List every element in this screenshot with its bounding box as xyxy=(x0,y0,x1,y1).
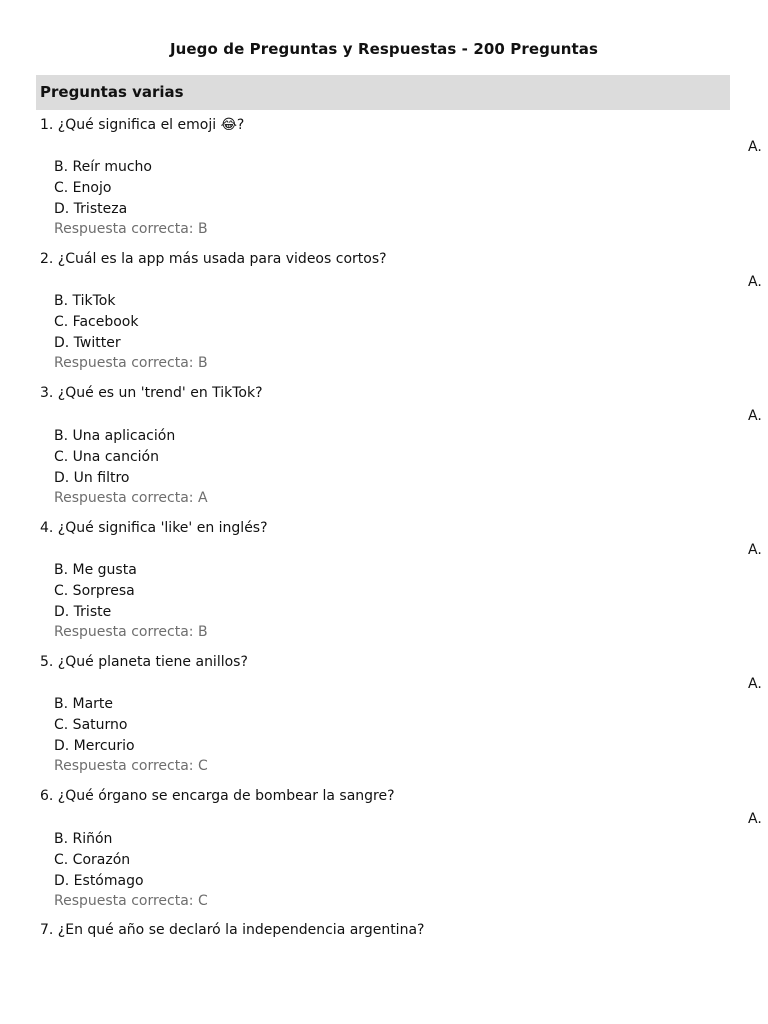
page-title: Juego de Preguntas y Respuestas - 200 Preguntas xyxy=(169,40,599,58)
option-list xyxy=(54,694,208,777)
option-d: D. Mercurio xyxy=(54,737,135,754)
option-d: D. Tristeza xyxy=(54,200,128,217)
question-text: 5. ¿Qué planeta tiene anillos? xyxy=(40,654,248,670)
option-c: C. Sorpresa xyxy=(54,582,135,599)
question-text: 3. ¿Qué es un 'trend' en TikTok? xyxy=(40,385,263,401)
option-list xyxy=(54,829,208,912)
option-list xyxy=(54,157,208,240)
option-c: C. Saturno xyxy=(54,716,128,733)
question-text: 2. ¿Cuál es la app más usada para videos cortos? xyxy=(40,251,387,267)
option-b: B. Riñón xyxy=(54,831,113,847)
question-text: 7. ¿En qué año se declaró la independencia argentina? xyxy=(40,922,425,938)
option-list xyxy=(54,291,208,374)
correct-answer: Respuesta correcta: B xyxy=(54,221,208,238)
option-list xyxy=(54,426,208,509)
option-list xyxy=(54,560,208,643)
option-a: A. xyxy=(748,408,762,424)
correct-answer: Respuesta correcta: B xyxy=(54,624,208,641)
option-b: B. Una aplicación xyxy=(54,428,176,444)
option-a: A. xyxy=(748,274,762,290)
option-d: D. Twitter xyxy=(54,334,121,351)
correct-answer: Respuesta correcta: C xyxy=(54,758,208,775)
option-d: D. Estómago xyxy=(54,872,144,889)
option-a: A. xyxy=(748,542,762,558)
option-a: A. xyxy=(748,676,762,692)
correct-answer: Respuesta correcta: B xyxy=(54,355,208,372)
question-text: 4. ¿Qué significa 'like' en inglés? xyxy=(40,520,268,536)
option-c: C. Una canción xyxy=(54,448,159,465)
option-a: A. xyxy=(748,139,762,155)
option-c: C. Corazón xyxy=(54,851,131,868)
option-c: C. Enojo xyxy=(54,179,112,196)
correct-answer: Respuesta correcta: A xyxy=(54,490,208,507)
option-a: A. xyxy=(748,811,762,827)
section-header: Preguntas varias xyxy=(36,75,730,110)
question-text: 6. ¿Qué órgano se encarga de bombear la sangre? xyxy=(40,788,395,804)
option-b: B. Me gusta xyxy=(54,562,137,578)
option-b: B. TikTok xyxy=(54,293,116,309)
correct-answer: Respuesta correcta: C xyxy=(54,893,208,910)
question-text: 1. ¿Qué significa el emoji 😂? xyxy=(40,117,245,133)
option-b: B. Marte xyxy=(54,696,114,712)
option-d: D. Un filtro xyxy=(54,469,130,486)
option-b: B. Reír mucho xyxy=(54,159,152,175)
option-d: D. Triste xyxy=(54,603,112,620)
option-c: C. Facebook xyxy=(54,313,139,330)
